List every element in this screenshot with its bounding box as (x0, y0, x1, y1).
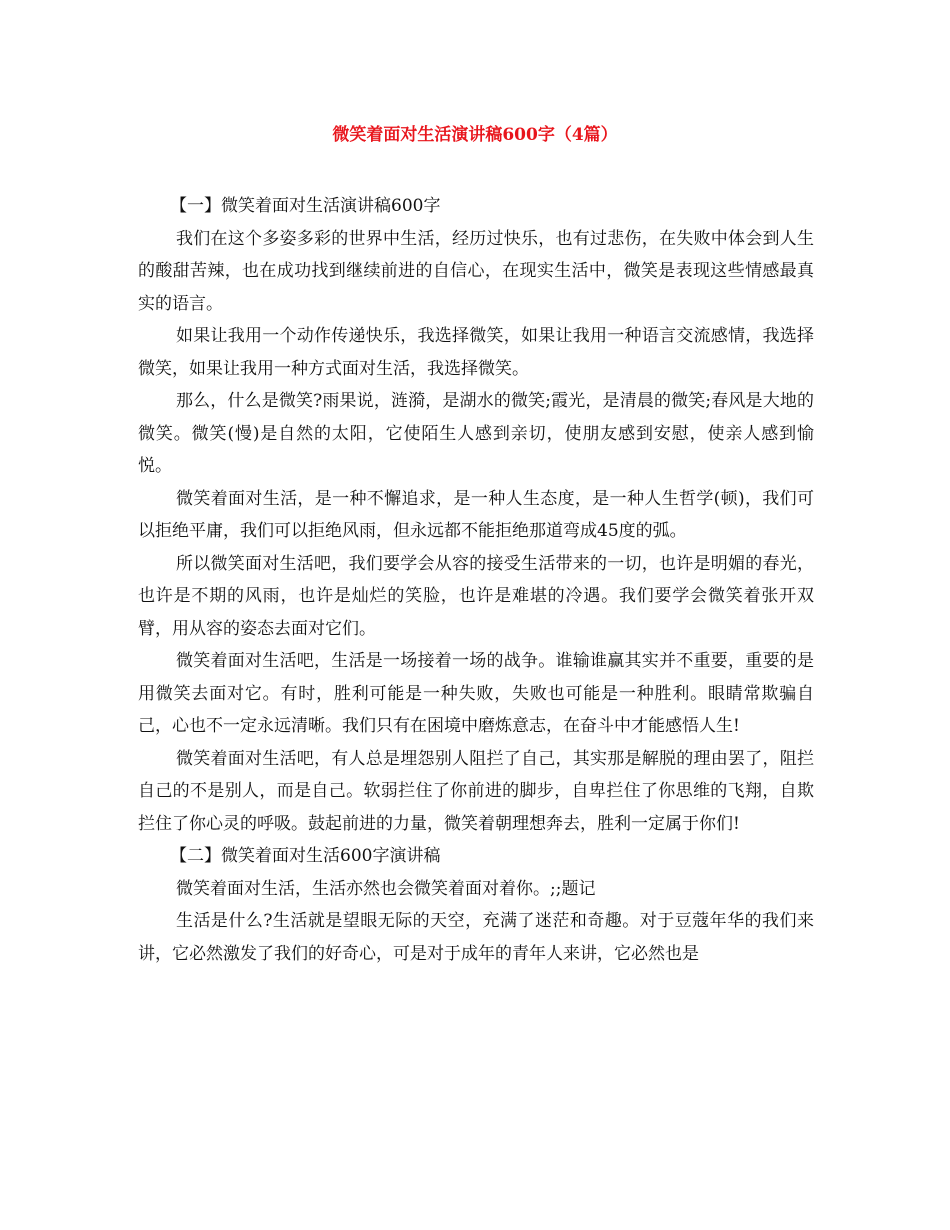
paragraph: 我们在这个多姿多彩的世界中生活，经历过快乐，也有过悲伤，在失败中体会到人生的酸甜苦辣，也在成功找到继续前进的自信心，在现实生活中，微笑是表现这些情感最真实的语言。 (138, 228, 814, 314)
paragraph: 如果让我用一个动作传递快乐，我选择微笑，如果让我用一种语言交流感情，我选择微笑，如果让我用一种方式面对生活，我选择微笑。 (138, 326, 814, 379)
document-title: 微笑着面对生活演讲稿600字（4篇） (332, 125, 618, 145)
paragraph: 生活是什么?生活就是望眼无际的天空，充满了迷茫和奇趣。对于豆蔻年华的我们来讲，它必然激发了我们的好奇心，可是对于成年的青年人来讲，它必然也是 (138, 911, 814, 964)
paragraph: 微笑着面对生活吧，有人总是埋怨别人阻拦了自己，其实那是解脱的理由罢了，阻拦自己的不是别人，而是自己。软弱拦住了你前进的脚步，自卑拦住了你思维的飞翔，自欺拦住了你心灵的呼吸。鼓起前进的力量，微笑着朝理想奔去，胜利一定属于你们! (138, 748, 814, 834)
paragraph: 微笑着面对生活，生活亦然也会微笑着面对着你。;;题记 (176, 878, 596, 899)
paragraph: 微笑着面对生活，是一种不懈追求，是一种人生态度，是一种人生哲学(顿)，我们可以拒绝平庸，我们可以拒绝风雨，但永远都不能拒绝那道弯成45度的弧。 (138, 488, 814, 541)
section-heading-2: 【二】微笑着面对生活600字演讲稿 (170, 846, 441, 866)
paragraph: 微笑着面对生活吧，生活是一场接着一场的战争。谁输谁赢其实并不重要，重要的是用微笑去面对它。有时，胜利可能是一种失败，失败也可能是一种胜利。眼睛常欺骗自己，心也不一定永远清晰。我们只有在困境中磨炼意志，在奋斗中才能感悟人生! (138, 651, 814, 736)
paragraph: 那么，什么是微笑?雨果说，涟漪，是湖水的微笑;霞光，是清晨的微笑;春风是大地的微笑。微笑(慢)是自然的太阳，它使陌生人感到亲切，使朋友感到安慰，使亲人感到愉悦。 (138, 391, 814, 476)
document-body (138, 190, 814, 970)
paragraph: 所以微笑面对生活吧，我们要学会从容的接受生活带来的一切，也许是明媚的春光，也许是不期的风雨，也许是灿烂的笑脸，也许是难堪的冷遇。我们要学会微笑着张开双臂，用从容的姿态去面对它们。 (138, 553, 814, 639)
section-heading-1: 【一】微笑着面对生活演讲稿600字 (170, 196, 441, 216)
